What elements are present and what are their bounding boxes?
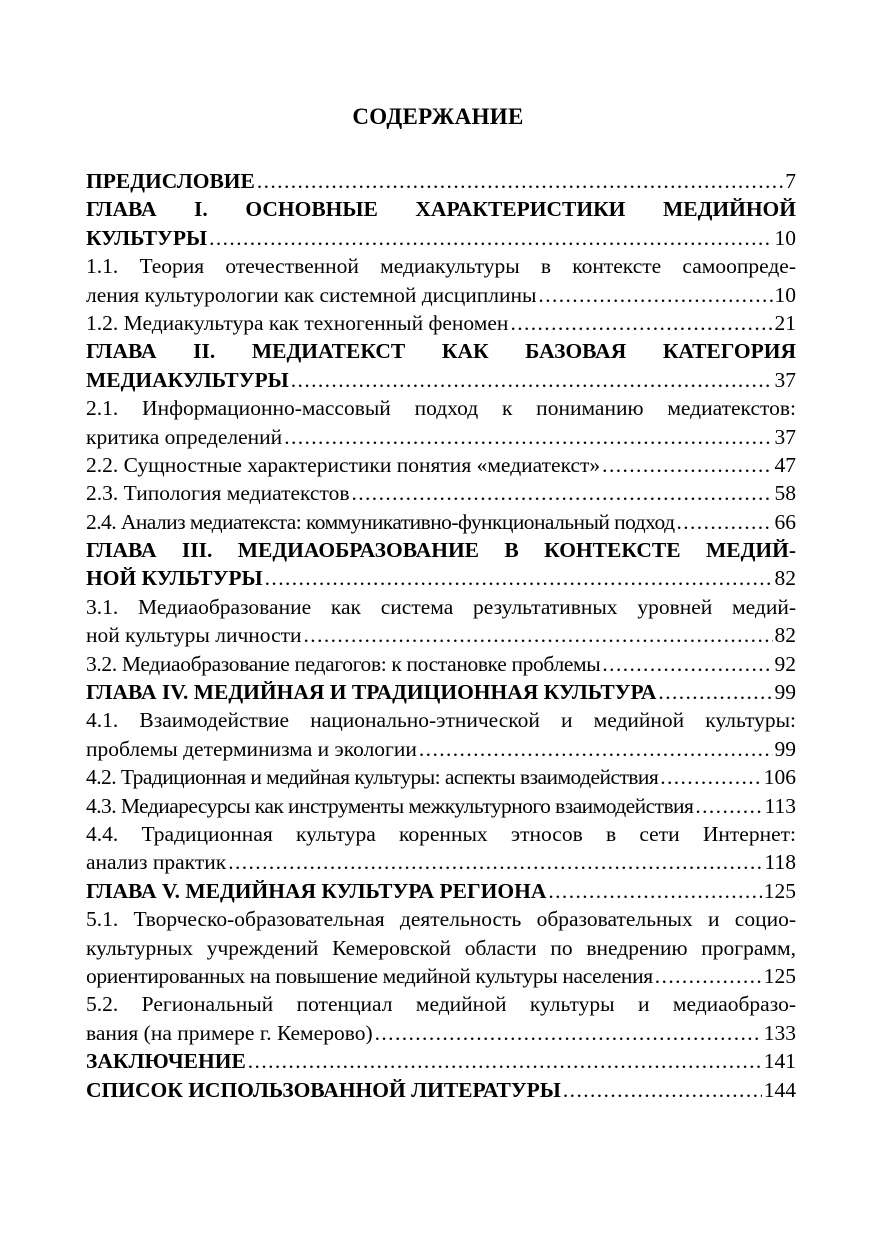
toc-entry-title: 2.4. Анализ медиатекста: коммуникативно-функциональный подход bbox=[86, 509, 675, 534]
dot-leader bbox=[548, 877, 761, 905]
dot-leader bbox=[248, 1047, 762, 1075]
toc-entry-title: ления культурологии как системной дисциплины bbox=[86, 282, 537, 307]
toc-entry-page-number: 47 bbox=[774, 452, 796, 477]
toc-entry[interactable] bbox=[86, 394, 796, 451]
toc-entry[interactable] bbox=[86, 877, 796, 905]
table-of-contents bbox=[86, 167, 796, 1104]
dot-leader bbox=[304, 621, 773, 649]
toc-entry-row bbox=[86, 650, 796, 678]
toc-entry-line: 1.1. Теория отечественной медиакультуры в контексте самоопреде- bbox=[86, 254, 796, 279]
toc-entry[interactable] bbox=[86, 678, 796, 706]
toc-entry-line: 5.2. Региональный потенциал медийной культуры и медиаобразо- bbox=[86, 992, 796, 1017]
toc-entry-title: ПРЕДИСЛОВИЕ bbox=[86, 169, 255, 193]
toc-entry[interactable] bbox=[86, 650, 796, 678]
dot-leader bbox=[655, 962, 762, 990]
toc-entry-title: 2.3. Типология медиатекстов bbox=[86, 481, 350, 506]
toc-entry-row bbox=[86, 451, 796, 479]
toc-entry-page-number: 99 bbox=[774, 680, 796, 705]
toc-entry-page-number: 125 bbox=[763, 963, 796, 988]
toc-entry-row bbox=[86, 962, 796, 990]
toc-entry[interactable] bbox=[86, 593, 796, 650]
toc-entry[interactable] bbox=[86, 792, 796, 820]
toc-entry-line: 4.1. Взаимодействие национально-этнической и медийной культуры: bbox=[86, 708, 796, 733]
toc-entry-row bbox=[86, 224, 796, 252]
dot-leader bbox=[563, 1076, 762, 1104]
toc-entry-row bbox=[86, 763, 796, 791]
toc-entry-row bbox=[86, 735, 796, 763]
toc-entry-page-number: 37 bbox=[774, 367, 796, 392]
toc-entry[interactable] bbox=[86, 479, 796, 507]
toc-entry[interactable] bbox=[86, 820, 796, 877]
dot-leader bbox=[257, 167, 783, 195]
toc-entry-row bbox=[86, 281, 796, 309]
toc-entry[interactable] bbox=[86, 905, 796, 990]
toc-entry-line: 4.4. Традиционная культура коренных этносов в сети Интернет: bbox=[86, 821, 796, 846]
toc-entry[interactable] bbox=[86, 451, 796, 479]
dot-leader bbox=[209, 224, 772, 252]
toc-entry[interactable] bbox=[86, 508, 796, 536]
toc-entry-row bbox=[86, 1047, 796, 1075]
toc-entry-page-number: 7 bbox=[785, 169, 796, 193]
dot-leader bbox=[228, 848, 762, 876]
dot-leader bbox=[602, 650, 772, 678]
toc-entry-page-number: 113 bbox=[764, 793, 796, 818]
toc-entry[interactable] bbox=[86, 309, 796, 337]
toc-entry-page-number: 106 bbox=[763, 765, 796, 790]
dot-leader bbox=[538, 281, 772, 309]
toc-entry[interactable] bbox=[86, 1047, 796, 1075]
toc-entry-row bbox=[86, 877, 796, 905]
toc-entry-page-number: 82 bbox=[774, 623, 796, 648]
toc-entry-row bbox=[86, 423, 796, 451]
toc-entry-row bbox=[86, 1076, 796, 1104]
toc-entry-page-number: 10 bbox=[774, 225, 796, 250]
toc-entry-line: культурных учреждений Кемеровской области по внедрению программ, bbox=[86, 935, 796, 960]
toc-entry-page-number: 141 bbox=[763, 1049, 796, 1074]
dot-leader bbox=[695, 792, 762, 820]
toc-entry-title: 4.3. Медиаресурсы как инструменты межкультурного взаимодействия bbox=[86, 793, 694, 818]
toc-entry-row bbox=[86, 678, 796, 706]
toc-entry-title: ной культуры личности bbox=[86, 623, 302, 648]
dot-leader bbox=[676, 508, 772, 536]
toc-entry-title: ЗАКЛЮЧЕНИЕ bbox=[86, 1049, 246, 1074]
toc-entry[interactable] bbox=[86, 167, 796, 195]
toc-entry-page-number: 99 bbox=[774, 736, 796, 761]
toc-entry-page-number: 21 bbox=[774, 310, 796, 335]
toc-entry-page-number: 58 bbox=[774, 481, 796, 506]
toc-entry-title: ГЛАВА V. МЕДИЙНАЯ КУЛЬТУРА РЕГИОНА bbox=[86, 878, 547, 903]
toc-entry[interactable] bbox=[86, 990, 796, 1047]
toc-entry[interactable] bbox=[86, 536, 796, 593]
toc-entry-title: вания (на примере г. Кемерово) bbox=[86, 1020, 373, 1045]
toc-entry-row bbox=[86, 792, 796, 820]
toc-entry[interactable] bbox=[86, 763, 796, 791]
toc-entry-row bbox=[86, 508, 796, 536]
toc-entry[interactable] bbox=[86, 195, 796, 252]
toc-entry-page-number: 118 bbox=[764, 850, 796, 875]
toc-entry-page-number: 82 bbox=[774, 566, 796, 591]
toc-entry-title: критика определений bbox=[86, 424, 283, 449]
toc-entry-row bbox=[86, 167, 796, 195]
toc-entry-title: МЕДИАКУЛЬТУРЫ bbox=[86, 367, 289, 392]
toc-entry-title: анализ практик bbox=[86, 850, 227, 875]
toc-entry-row bbox=[86, 848, 796, 876]
page-title: СОДЕРЖАНИЕ bbox=[352, 104, 524, 129]
toc-entry-line: ГЛАВА III. МЕДИАОБРАЗОВАНИЕ В КОНТЕКСТЕ МЕДИЙ- bbox=[86, 538, 796, 563]
dot-leader bbox=[602, 451, 772, 479]
dot-leader bbox=[291, 366, 773, 394]
toc-entry-title: 4.2. Традиционная и медийная культуры: аспекты взаимодействия bbox=[86, 765, 659, 790]
toc-entry-row bbox=[86, 366, 796, 394]
toc-entry-title: 1.2. Медиакультура как техногенный феномен bbox=[86, 310, 509, 335]
toc-entry-line: ГЛАВА I. ОСНОВНЫЕ ХАРАКТЕРИСТИКИ МЕДИЙНОЙ bbox=[86, 197, 796, 222]
toc-entry-line: 3.1. Медиаобразование как система результативных уровней медий- bbox=[86, 594, 796, 619]
toc-entry-row bbox=[86, 479, 796, 507]
dot-leader bbox=[284, 423, 772, 451]
toc-entry[interactable] bbox=[86, 1076, 796, 1104]
toc-entry-row bbox=[86, 1019, 796, 1047]
toc-entry[interactable] bbox=[86, 252, 796, 309]
toc-entry-page-number: 125 bbox=[763, 878, 796, 903]
toc-entry-title: КУЛЬТУРЫ bbox=[86, 225, 208, 250]
dot-leader bbox=[510, 309, 772, 337]
toc-entry-title: ориентированных на повышение медийной культуры населения bbox=[86, 963, 653, 988]
toc-entry[interactable] bbox=[86, 337, 796, 394]
toc-entry-page-number: 144 bbox=[763, 1077, 796, 1102]
toc-entry-page-number: 133 bbox=[763, 1020, 796, 1045]
toc-entry-page-number: 92 bbox=[774, 651, 796, 676]
toc-entry-row bbox=[86, 621, 796, 649]
toc-entry-row bbox=[86, 564, 796, 592]
dot-leader bbox=[658, 678, 772, 706]
toc-entry-line: 2.1. Информационно-массовый подход к пониманию медиатекстов: bbox=[86, 396, 796, 421]
dot-leader bbox=[419, 735, 773, 763]
toc-entry-title: проблемы детерминизма и экологии bbox=[86, 736, 417, 761]
toc-entry[interactable] bbox=[86, 706, 796, 763]
toc-entry-page-number: 37 bbox=[774, 424, 796, 449]
toc-entry-line: 5.1. Творческо-образовательная деятельность образовательных и социо- bbox=[86, 907, 796, 932]
toc-entry-title: 3.2. Медиаобразование педагогов: к постановке проблемы bbox=[86, 651, 601, 676]
toc-entry-title: ГЛАВА IV. МЕДИЙНАЯ И ТРАДИЦИОННАЯ КУЛЬТУРА bbox=[86, 680, 657, 705]
dot-leader bbox=[265, 564, 773, 592]
toc-entry-title: НОЙ КУЛЬТУРЫ bbox=[86, 566, 263, 591]
dot-leader bbox=[660, 763, 762, 791]
toc-entry-title: СПИСОК ИСПОЛЬЗОВАННОЙ ЛИТЕРАТУРЫ bbox=[86, 1077, 561, 1102]
toc-entry-title: 2.2. Сущностные характеристики понятия «медиатекст» bbox=[86, 452, 601, 477]
toc-entry-line: ГЛАВА II. МЕДИАТЕКСТ КАК БАЗОВАЯ КАТЕГОРИЯ bbox=[86, 339, 796, 364]
dot-leader bbox=[375, 1019, 762, 1047]
dot-leader bbox=[351, 479, 772, 507]
toc-entry-row bbox=[86, 309, 796, 337]
toc-entry-page-number: 66 bbox=[774, 509, 796, 534]
toc-entry-page-number: 10 bbox=[774, 282, 796, 307]
